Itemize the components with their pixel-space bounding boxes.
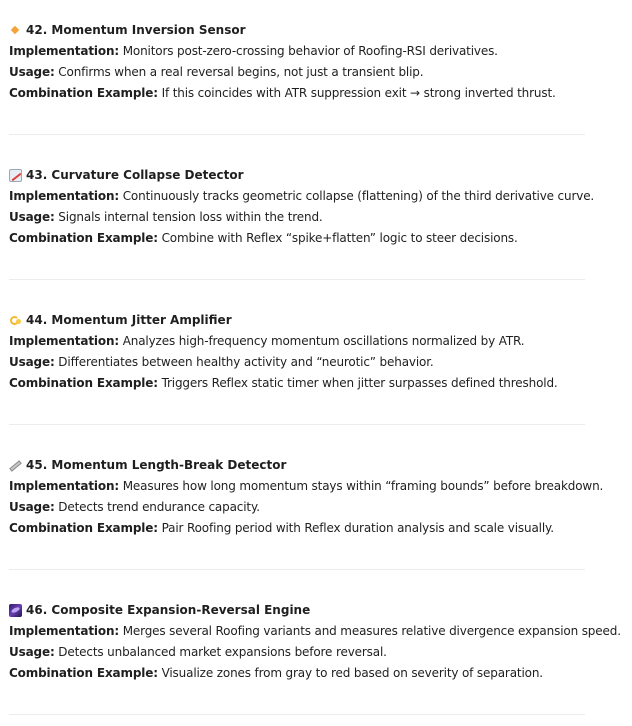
section-title-row (9, 600, 585, 621)
section-title: 46. Composite Expansion-Reversal Engine (26, 603, 311, 617)
dizzy-icon (9, 314, 22, 327)
section-46 (9, 600, 621, 684)
implementation-line: Implementation: Merges several Roofing variants and measures relative divergence expansion speed. (9, 624, 621, 638)
implementation-line: Implementation: Analyzes high-frequency momentum oscillations normalized by ATR. (9, 334, 525, 348)
chart-increasing-icon (9, 169, 22, 182)
combination-line: Combination Example: Triggers Reflex static timer when jitter surpasses defined threshold. (9, 376, 558, 390)
section-title: 43. Curvature Collapse Detector (26, 168, 244, 182)
divider (9, 424, 585, 425)
section-42 (9, 20, 585, 104)
combination-line: Combination Example: Pair Roofing period with Reflex duration analysis and scale visually. (9, 521, 554, 535)
combination-line: Combination Example: If this coincides with ATR suppression exit → strong inverted thrust. (9, 86, 556, 100)
combination-line: Combination Example: Visualize zones from gray to red based on severity of separation. (9, 666, 543, 680)
section-title-row (9, 310, 585, 331)
combination-line: Combination Example: Combine with Reflex “spike+flatten” logic to steer decisions. (9, 231, 518, 245)
section-title-row (9, 455, 585, 476)
section-title-row (9, 165, 585, 186)
section-title-row (9, 20, 585, 41)
divider (9, 714, 585, 715)
section-title: 44. Momentum Jitter Amplifier (26, 313, 232, 327)
implementation-line: Implementation: Measures how long momentum stays within “framing bounds” before breakdown. (9, 479, 604, 493)
usage-line: Usage: Detects trend endurance capacity. (9, 500, 260, 514)
implementation-line: Implementation: Continuously tracks geometric collapse (flattening) of the third derivative curve. (9, 189, 595, 203)
section-title: 45. Momentum Length-Break Detector (26, 458, 287, 472)
usage-line: Usage: Differentiates between healthy activity and “neurotic” behavior. (9, 355, 434, 369)
divider (9, 569, 585, 570)
usage-line: Usage: Confirms when a real reversal begins, not just a transient blip. (9, 65, 424, 79)
divider (9, 279, 585, 280)
section-45 (9, 455, 604, 539)
usage-line: Usage: Signals internal tension loss within the trend. (9, 210, 323, 224)
galaxy-icon (9, 604, 22, 617)
usage-line: Usage: Detects unbalanced market expansions before reversal. (9, 645, 387, 659)
implementation-line: Implementation: Monitors post-zero-crossing behavior of Roofing-RSI derivatives. (9, 44, 498, 58)
section-title: 42. Momentum Inversion Sensor (26, 23, 246, 37)
section-43 (9, 165, 595, 249)
section-44 (9, 310, 585, 394)
divider (9, 134, 585, 135)
ruler-icon (9, 459, 22, 472)
diamond-icon (9, 24, 22, 37)
